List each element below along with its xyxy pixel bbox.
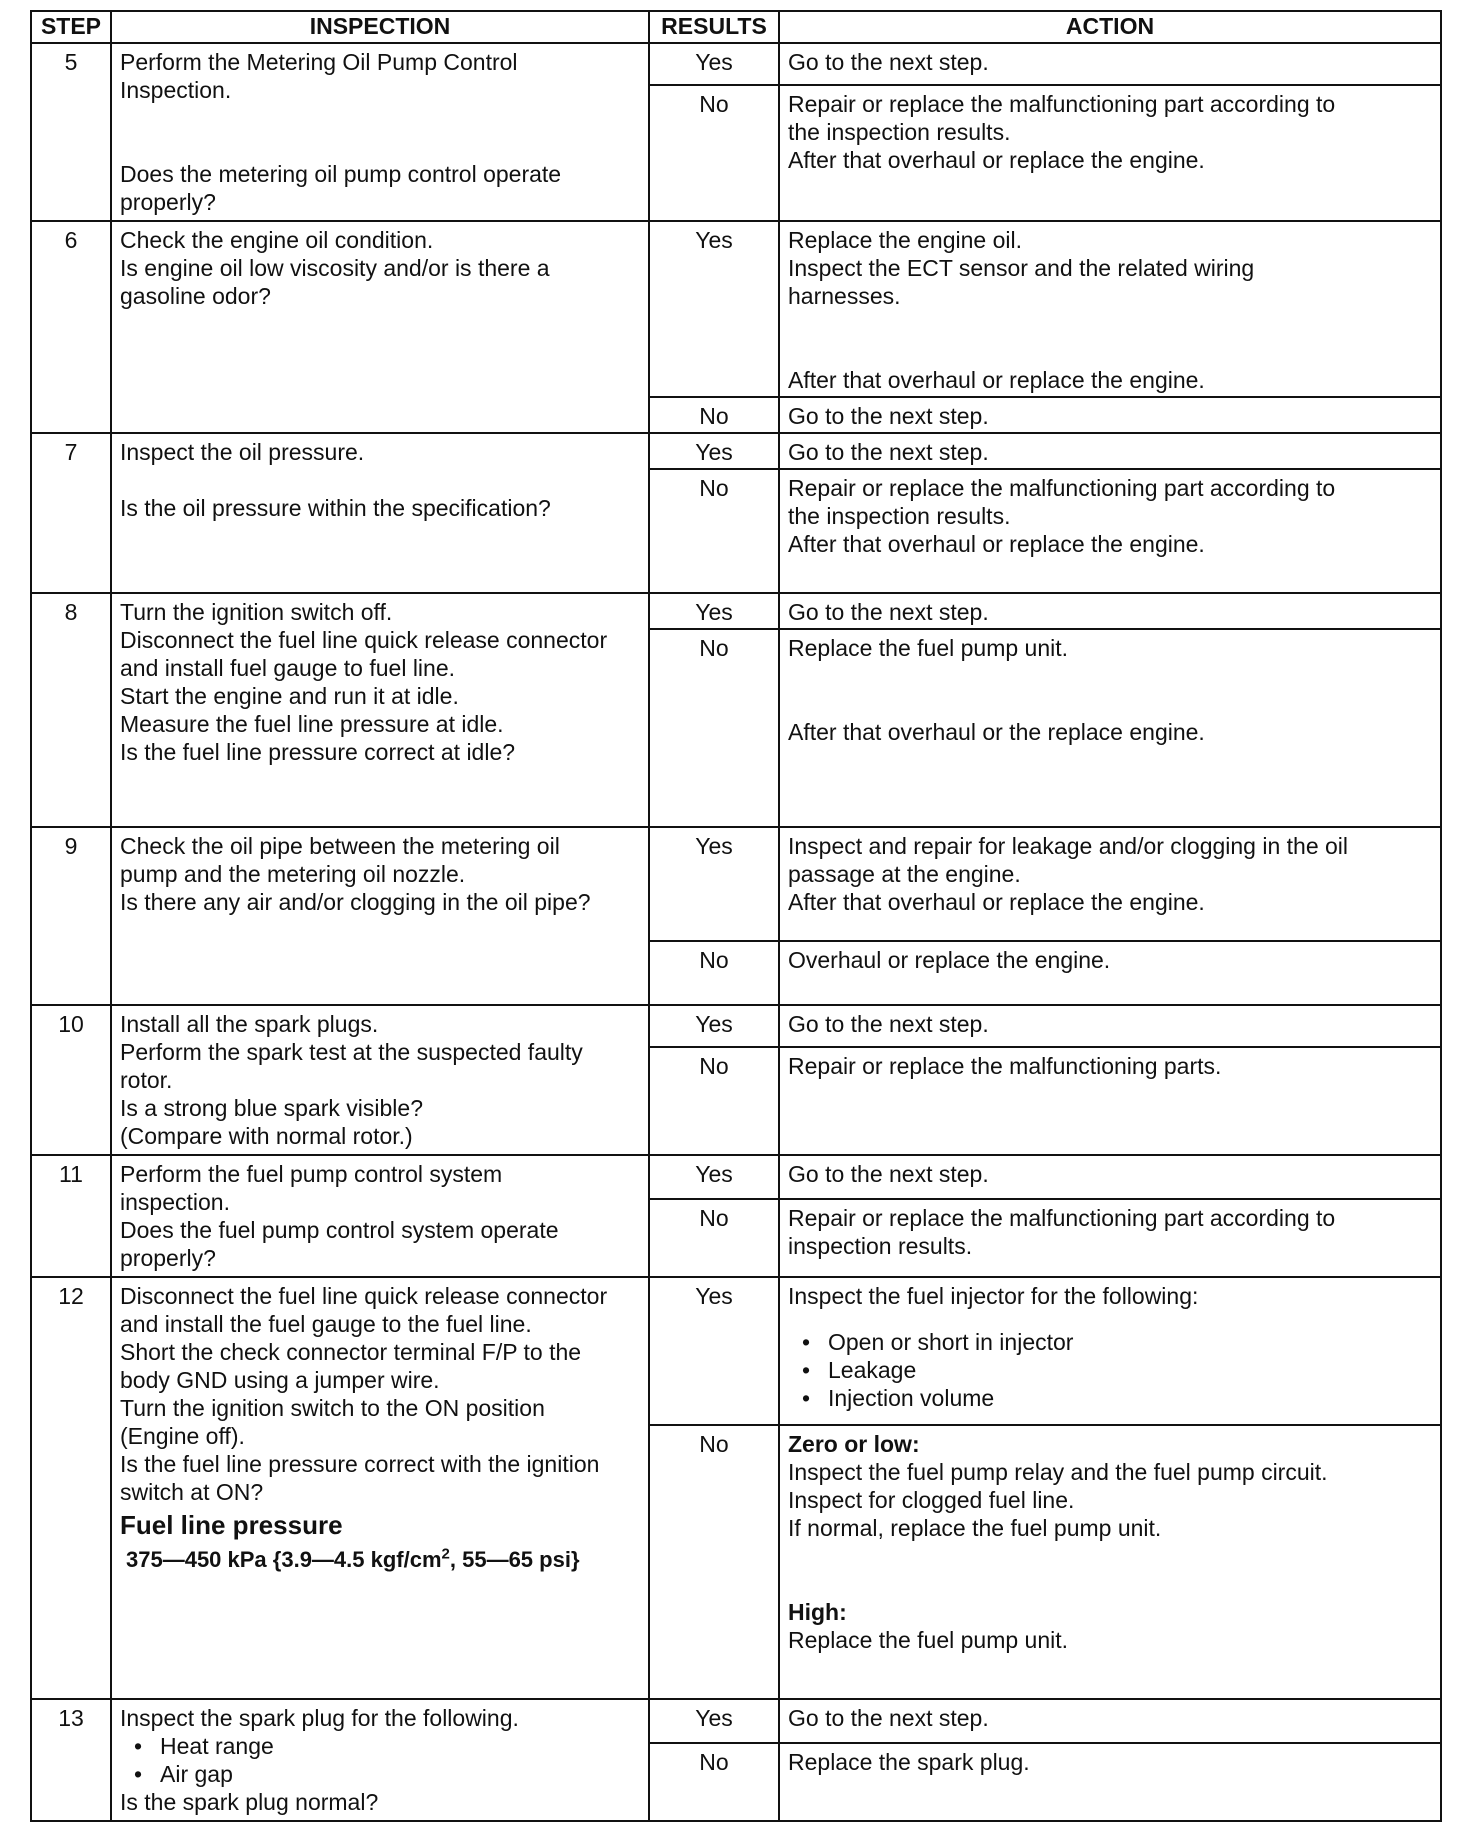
action-no	[779, 941, 1441, 1005]
inspection-line: Is the oil pressure within the specification?	[120, 495, 551, 521]
header-inspection: INSPECTION	[111, 11, 649, 43]
action-line: the inspection results.	[788, 118, 1011, 145]
action-no	[779, 629, 1441, 827]
action-line: After that overhaul or the replace engine.	[788, 719, 1205, 745]
inspection-line: (Engine off).	[120, 1423, 245, 1449]
result-yes: Yes	[649, 593, 779, 629]
action-yes	[779, 221, 1441, 397]
result-yes: Yes	[649, 43, 779, 85]
inspection-line: Is a strong blue spark visible?	[120, 1095, 423, 1121]
list-item: • Heat range	[134, 1732, 640, 1760]
step-5-yes-row	[31, 43, 1441, 85]
inspection-line: Is engine oil low viscosity and/or is there a	[120, 255, 550, 281]
action-line: Go to the next step.	[788, 1011, 989, 1037]
inspection-line: pump and the metering oil nozzle.	[120, 861, 466, 887]
step-10-yes-row	[31, 1005, 1441, 1047]
inspection-line: Is there any air and/or clogging in the oil pipe?	[120, 889, 591, 915]
result-yes: Yes	[649, 1699, 779, 1743]
action-line: After that overhaul or replace the engine.	[788, 367, 1205, 393]
inspection-line: Does the metering oil pump control operate	[120, 161, 562, 187]
step-number: 8	[31, 593, 111, 827]
action-no	[779, 1199, 1441, 1277]
action-yes	[779, 43, 1441, 85]
step-number: 10	[31, 1005, 111, 1155]
step-number: 5	[31, 43, 111, 221]
inspection-line: properly?	[120, 1245, 216, 1271]
result-no: No	[649, 85, 779, 221]
inspection-line: Does the fuel pump control system operate	[120, 1217, 559, 1243]
inspection-line: inspection.	[120, 1189, 230, 1215]
action-line: Go to the next step.	[788, 1161, 989, 1187]
inspection-line: Short the check connector terminal F/P to the	[120, 1339, 582, 1365]
step-13-yes-row	[31, 1699, 1441, 1743]
inspection-line: Disconnect the fuel line quick release connector	[120, 627, 608, 653]
action-line: Go to the next step.	[788, 1705, 989, 1731]
action-no	[779, 1047, 1441, 1155]
inspection-line: Perform the spark test at the suspected faulty	[120, 1039, 583, 1065]
list-item: • Air gap	[134, 1760, 640, 1788]
inspection-line: Is the fuel line pressure correct at idle?	[120, 739, 516, 765]
step-number: 12	[31, 1277, 111, 1699]
spec-value-exponent: 2	[441, 1545, 450, 1563]
inspection-line: and install fuel gauge to fuel line.	[120, 655, 456, 681]
step-8-yes-row	[31, 593, 1441, 629]
inspection-line: Inspect the oil pressure.	[120, 439, 365, 465]
action-no	[779, 1743, 1441, 1821]
action-line: Go to the next step.	[788, 49, 989, 75]
action-line: passage at the engine.	[788, 861, 1021, 887]
header-action: ACTION	[779, 11, 1441, 43]
action-line: Replace the fuel pump unit.	[788, 1627, 1069, 1653]
step-10-inspection	[111, 1005, 649, 1155]
action-yes	[779, 593, 1441, 629]
action-line: Repair or replace the malfunctioning parts.	[788, 1053, 1222, 1080]
step-number: 7	[31, 433, 111, 593]
action-yes	[779, 1277, 1441, 1425]
diagnostic-table	[30, 10, 1442, 1822]
diagnostic-procedure-sheet	[30, 10, 1440, 1822]
spark-plug-checklist	[120, 1732, 640, 1788]
step-number: 13	[31, 1699, 111, 1821]
inspection-line: switch at ON?	[120, 1479, 264, 1505]
result-no: No	[649, 469, 779, 593]
list-item: • Injection volume	[802, 1384, 1432, 1412]
action-line: harnesses.	[788, 283, 901, 309]
action-no	[779, 1425, 1441, 1699]
inspection-line: and install the fuel gauge to the fuel line.	[120, 1311, 532, 1337]
step-number: 9	[31, 827, 111, 1005]
action-yes	[779, 433, 1441, 469]
list-item: • Open or short in injector	[802, 1328, 1432, 1356]
action-line: After that overhaul or replace the engine.	[788, 889, 1205, 915]
inspection-line: Disconnect the fuel line quick release connector	[120, 1283, 608, 1309]
result-no: No	[649, 629, 779, 827]
action-line: Replace the fuel pump unit.	[788, 635, 1069, 661]
inspection-line: Is the fuel line pressure correct with the ignition	[120, 1451, 600, 1477]
inspection-line: Measure the fuel line pressure at idle.	[120, 711, 504, 737]
action-yes	[779, 1699, 1441, 1743]
result-no: No	[649, 1425, 779, 1699]
action-yes	[779, 1155, 1441, 1199]
action-line: Inspect the fuel pump relay and the fuel pump circuit.	[788, 1459, 1328, 1485]
spec-value-main: 375—450 kPa {3.9—4.5 kgf/cm	[126, 1547, 442, 1572]
action-line: Inspect for clogged fuel line.	[788, 1487, 1075, 1513]
result-yes: Yes	[649, 221, 779, 397]
action-line: After that overhaul or replace the engine.	[788, 531, 1205, 557]
inspection-line: Check the oil pipe between the metering oil	[120, 833, 560, 859]
step-12-inspection	[111, 1277, 649, 1699]
inspection-line: gasoline odor?	[120, 283, 271, 309]
step-5-inspection	[111, 43, 649, 221]
inspection-line: Is the spark plug normal?	[120, 1789, 379, 1815]
step-number: 6	[31, 221, 111, 433]
action-line: inspection results.	[788, 1232, 973, 1259]
result-yes: Yes	[649, 827, 779, 941]
result-yes: Yes	[649, 1155, 779, 1199]
injector-checklist	[788, 1328, 1432, 1412]
action-yes	[779, 1005, 1441, 1047]
action-line: Go to the next step.	[788, 439, 989, 465]
result-no: No	[649, 1743, 779, 1821]
inspection-line: Perform the fuel pump control system	[120, 1161, 503, 1187]
action-line: Inspect and repair for leakage and/or clogging in the oil	[788, 833, 1349, 859]
inspection-line: Inspection.	[120, 77, 232, 103]
inspection-line: Start the engine and run it at idle.	[120, 683, 459, 709]
action-line: Inspect the ECT sensor and the related wiring	[788, 255, 1255, 281]
action-line: Go to the next step.	[788, 403, 989, 429]
inspection-line: Inspect the spark plug for the following.	[120, 1705, 519, 1731]
action-line: Repair or replace the malfunctioning part according to	[788, 90, 1336, 117]
header-step: STEP	[31, 11, 111, 43]
result-yes: Yes	[649, 1005, 779, 1047]
step-7-yes-row	[31, 433, 1441, 469]
action-line: Overhaul or replace the engine.	[788, 947, 1111, 973]
spec-value	[126, 1542, 640, 1578]
inspection-line: Perform the Metering Oil Pump Control	[120, 49, 518, 75]
step-number: 11	[31, 1155, 111, 1277]
result-no: No	[649, 397, 779, 433]
step-7-inspection	[111, 433, 649, 593]
action-no	[779, 397, 1441, 433]
result-no: No	[649, 941, 779, 1005]
action-yes	[779, 827, 1441, 941]
result-no: No	[649, 1047, 779, 1155]
spec-value-tail: , 55—65 psi}	[449, 1547, 580, 1572]
header-results: RESULTS	[649, 11, 779, 43]
step-9-inspection	[111, 827, 649, 1005]
action-no	[779, 85, 1441, 221]
step-6-inspection	[111, 221, 649, 433]
action-line: Repair or replace the malfunctioning part according to	[788, 1204, 1336, 1231]
action-line: After that overhaul or replace the engine.	[788, 146, 1205, 173]
step-8-inspection	[111, 593, 649, 827]
action-no	[779, 469, 1441, 593]
inspection-line: properly?	[120, 189, 216, 215]
result-no: No	[649, 1199, 779, 1277]
header-row	[31, 11, 1441, 43]
inspection-line: Turn the ignition switch to the ON position	[120, 1395, 545, 1421]
action-line: the inspection results.	[788, 503, 1011, 529]
inspection-line: body GND using a jumper wire.	[120, 1367, 440, 1393]
step-9-yes-row	[31, 827, 1441, 941]
list-item: • Leakage	[802, 1356, 1432, 1384]
action-line: Replace the engine oil.	[788, 227, 1022, 253]
action-line: Replace the spark plug.	[788, 1748, 1030, 1775]
spec-title: Fuel line pressure	[120, 1510, 343, 1540]
action-line: Inspect the fuel injector for the following:	[788, 1283, 1199, 1309]
result-yes: Yes	[649, 1277, 779, 1425]
inspection-line: Check the engine oil condition.	[120, 227, 434, 253]
step-6-yes-row	[31, 221, 1441, 397]
action-line: Repair or replace the malfunctioning part according to	[788, 475, 1336, 501]
step-11-inspection	[111, 1155, 649, 1277]
step-11-yes-row	[31, 1155, 1441, 1199]
step-13-inspection	[111, 1699, 649, 1821]
inspection-line: rotor.	[120, 1067, 173, 1093]
step-12-yes-row	[31, 1277, 1441, 1425]
action-line: Go to the next step.	[788, 599, 989, 625]
inspection-line: Install all the spark plugs.	[120, 1011, 379, 1037]
inspection-line: Turn the ignition switch off.	[120, 599, 393, 625]
condition-heading: Zero or low:	[788, 1431, 920, 1457]
condition-heading: High:	[788, 1599, 847, 1625]
action-line: If normal, replace the fuel pump unit.	[788, 1515, 1162, 1541]
result-yes: Yes	[649, 433, 779, 469]
inspection-line: (Compare with normal rotor.)	[120, 1123, 413, 1149]
